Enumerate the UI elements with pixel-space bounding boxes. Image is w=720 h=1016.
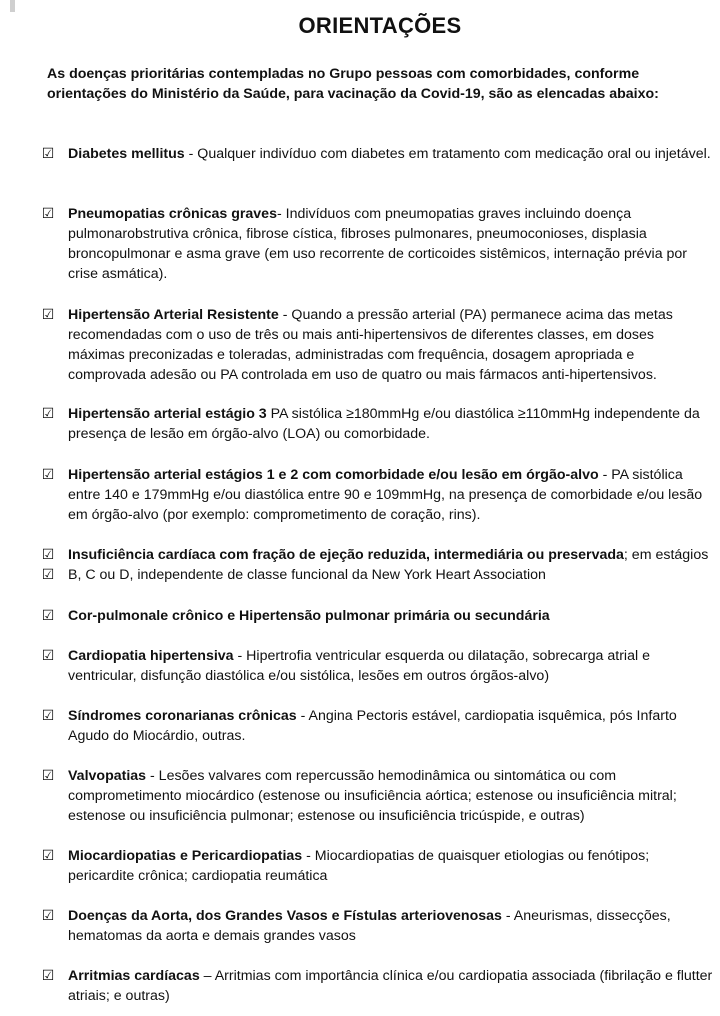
checked-box-icon: ☑ bbox=[41, 848, 55, 864]
item-description: PA sistólica ≥180mmHg e/ou diastólica ≥110mmHg independente da presença de lesão em órgão-alvo (LOA) ou comorbidade. bbox=[68, 406, 700, 442]
item-description: - PA sistólica entre 140 e 179mmHg e/ou diastólica entre 90 e 109mmHg, na presença de comorbidade e/ou lesão em órgão-alvo (por exemplo: comprometimento de coração, rins). bbox=[68, 467, 703, 523]
list-item-text bbox=[68, 465, 714, 525]
item-term: Diabetes mellitus bbox=[68, 146, 185, 162]
item-term: Valvopatias bbox=[68, 768, 147, 784]
list-item-text bbox=[68, 606, 714, 626]
checked-box-icon: ☑ bbox=[41, 406, 55, 422]
checked-box-icon: ☑ bbox=[41, 547, 55, 563]
item-term: Cardiopatia hipertensiva bbox=[68, 648, 234, 664]
checked-box-icon: ☑ bbox=[41, 768, 55, 784]
list-item-text bbox=[68, 706, 714, 746]
list-item-text bbox=[68, 966, 714, 1006]
page-title: ORIENTAÇÕES bbox=[298, 13, 462, 38]
item-term: Hipertensão Arterial Resistente bbox=[68, 307, 279, 323]
checked-box-icon: ☑ bbox=[41, 968, 55, 984]
item-description: - Quando a pressão arterial (PA) permanece acima das metas recomendadas com o uso de três ou mais anti-hipertensivos de diferentes classes, em doses máximas preconizadas e toleradas, administradas com frequência, dosagem apropriada e comprovada adesão ou PA controlada em uso de quatro ou mais fármacos anti-hipertensivos. bbox=[68, 307, 673, 383]
checked-box-icon: ☑ bbox=[41, 467, 55, 483]
item-term: Arritmias cardíacas bbox=[68, 968, 200, 984]
checked-box-icon: ☑ bbox=[41, 608, 55, 624]
item-description: - Miocardiopatias de quaisquer etiologias ou fenótipos; pericardite crônica; cardiopatia reumática bbox=[68, 848, 650, 884]
checked-box-icon: ☑ bbox=[41, 708, 55, 724]
item-description: - Hipertrofia ventricular esquerda ou dilatação, sobrecarga atrial e ventricular, disfunção diastólica e/ou sistólica, lesões em outros órgãos-alvo) bbox=[68, 648, 650, 684]
checked-box-icon: ☑ bbox=[41, 307, 55, 323]
list-item-text bbox=[68, 204, 714, 284]
item-term: Síndromes coronarianas crônicas bbox=[68, 708, 297, 724]
item-term: Miocardiopatias e Pericardiopatias bbox=[68, 848, 303, 864]
checked-box-icon: ☑ bbox=[41, 206, 55, 222]
intro-paragraph: As doenças prioritárias contempladas no Grupo pessoas com comorbidades, conforme orientações do Ministério da Saúde, para vacinação da Covid-19, são as elencadas abaixo: bbox=[47, 66, 659, 102]
item-description: – Arritmias com importância clínica e/ou cardiopatia associada (fibrilação e flutter atriais; e outras) bbox=[68, 968, 713, 1004]
checked-box-icon: ☑ bbox=[41, 908, 55, 924]
list-item-text bbox=[68, 906, 714, 946]
list-item-text bbox=[68, 305, 714, 385]
list-item-text bbox=[68, 144, 714, 164]
list-item-text bbox=[68, 404, 714, 444]
item-term: Insuficiência cardíaca com fração de ejeção reduzida, intermediária ou preservada bbox=[68, 547, 624, 563]
item-term: Hipertensão arterial estágio 3 bbox=[68, 406, 267, 422]
item-description: - Qualquer indivíduo com diabetes em tratamento com medicação oral ou injetável. bbox=[184, 146, 711, 162]
item-description: - Aneurismas, dissecções, hematomas da aorta e demais grandes vasos bbox=[68, 908, 671, 944]
list-item-text bbox=[68, 646, 714, 686]
item-term: Cor-pulmonale crônico e Hipertensão pulmonar primária ou secundária bbox=[68, 608, 550, 624]
item-description: ; em estágios B, C ou D, independente de classe funcional da New York Heart Association bbox=[68, 547, 709, 583]
checked-box-icon: ☑ bbox=[41, 648, 55, 664]
item-description: - Indivíduos com pneumopatias graves incluindo doença pulmonarobstrutiva crônica, fibrose cística, fibroses pulmonares, pneumoconioses, displasia broncopulmonar e asma grave (em uso recorrente de corticoides sistêmicos, internação prévia por crise asmática). bbox=[68, 206, 688, 282]
checked-box-icon: ☑ bbox=[41, 146, 55, 162]
item-description: - Lesões valvares com repercussão hemodinâmica ou sintomática ou com comprometimento miocárdico (estenose ou insuficiência aórtica; estenose ou insuficiência mitral; estenose ou insuficiência pulmonar; estenose ou insuficiência tricúspide, e outras) bbox=[68, 768, 677, 824]
scan-corner-mark bbox=[10, 0, 15, 12]
list-item-text bbox=[68, 766, 714, 826]
list-item-text bbox=[68, 846, 714, 886]
list-item-text bbox=[68, 545, 714, 585]
checked-box-icon: ☑ bbox=[41, 567, 55, 583]
item-description: - Angina Pectoris estável, cardiopatia isquêmica, pós Infarto Agudo do Miocárdio, outras. bbox=[68, 708, 677, 744]
item-term: Hipertensão arterial estágios 1 e 2 com comorbidade e/ou lesão em órgão-alvo bbox=[68, 467, 599, 483]
item-term: Doenças da Aorta, dos Grandes Vasos e Fístulas arteriovenosas bbox=[68, 908, 502, 924]
item-term: Pneumopatias crônicas graves bbox=[68, 206, 277, 222]
